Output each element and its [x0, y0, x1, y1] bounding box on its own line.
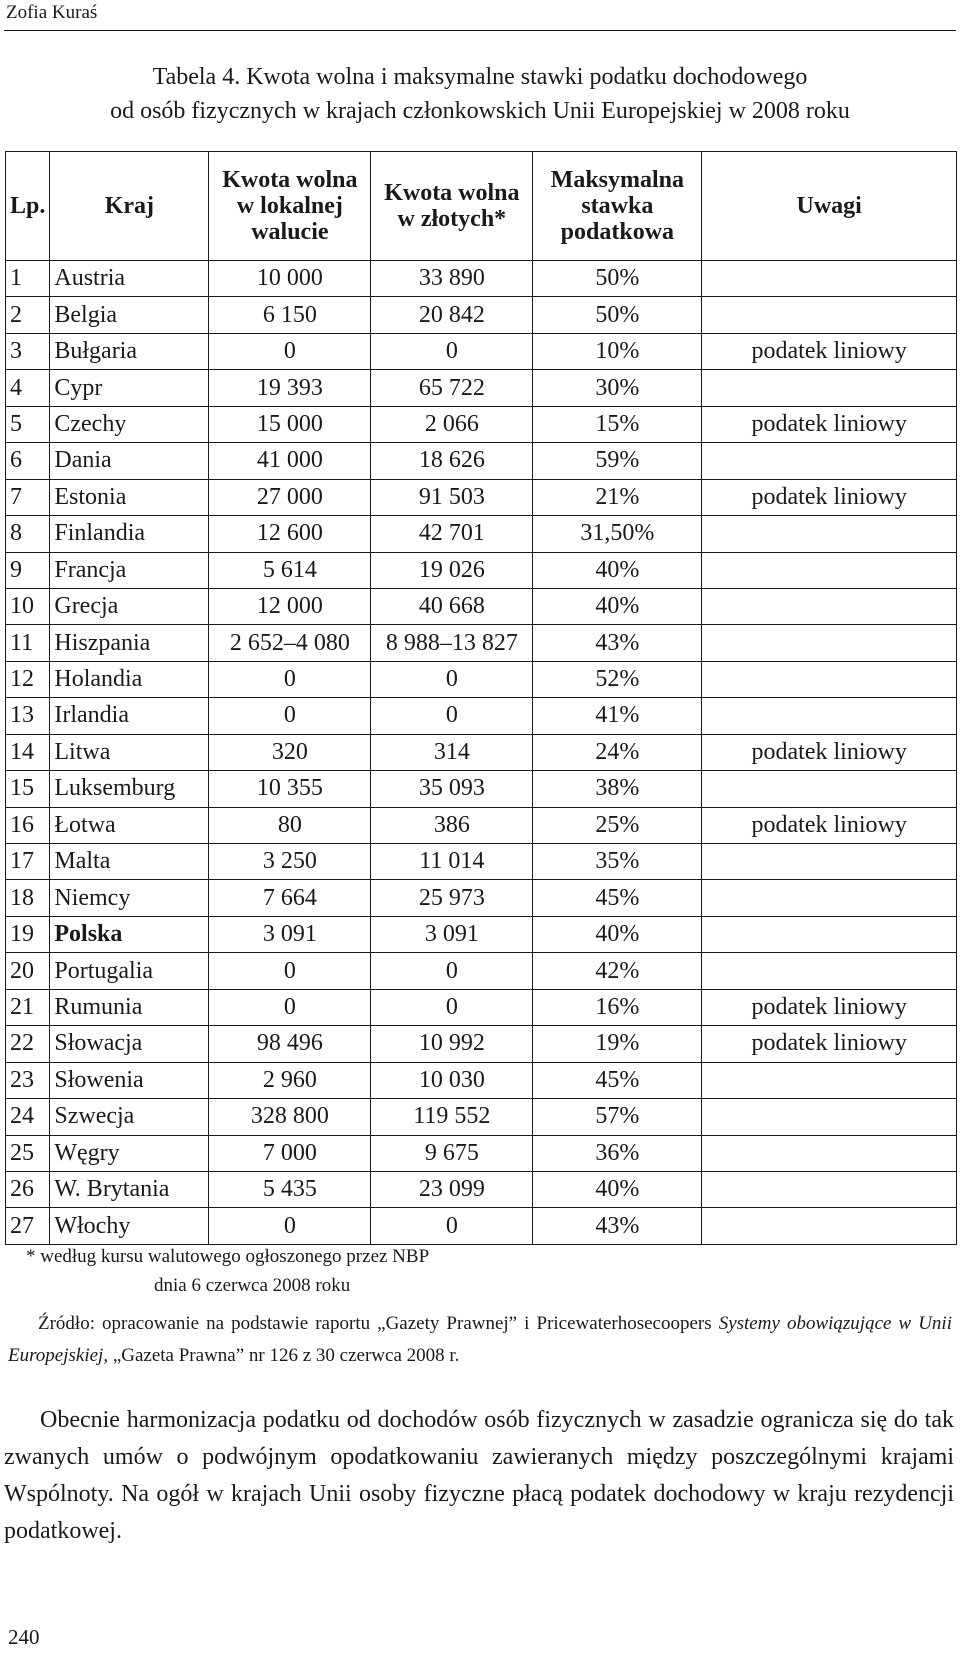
tax-table — [5, 151, 957, 1245]
cell-kraj: Węgry — [50, 1135, 209, 1171]
table-row — [6, 443, 957, 479]
page-number: 240 — [8, 1625, 40, 1649]
cell-rate: 45% — [533, 1062, 702, 1098]
cell-kraj: Estonia — [50, 479, 209, 515]
cell-local: 41 000 — [209, 443, 371, 479]
cell-note: podatek liniowy — [702, 1026, 957, 1062]
cell-local: 3 250 — [209, 844, 371, 880]
cell-rate: 15% — [533, 406, 702, 442]
table-row — [6, 406, 957, 442]
cell-local: 10 000 — [209, 261, 371, 297]
cell-kraj: Szwecja — [50, 1099, 209, 1135]
cell-local: 320 — [209, 734, 371, 770]
cell-lp: 23 — [6, 1062, 50, 1098]
header-local-line-1: Kwota wolna — [222, 167, 358, 193]
cell-note — [702, 370, 957, 406]
table-row — [6, 844, 957, 880]
body-paragraph-text: Obecnie harmonizacja podatku od dochodów osób fizycznych w zasadzie ogranicza się do tak zwanych umów o podwójnym opodatkowaniu zawieranych między poszczególnymi krajami Wspólnoty. Na ogół w krajach Unii osoby fizyczne płacą podatek dochodowy w kraju rezydencji podatkowej. — [4, 1407, 954, 1544]
cell-pln: 25 973 — [371, 880, 533, 916]
cell-kraj: Luksemburg — [50, 771, 209, 807]
table-row — [6, 734, 957, 770]
cell-rate: 36% — [533, 1135, 702, 1171]
cell-kraj: Grecja — [50, 588, 209, 624]
cell-rate: 30% — [533, 370, 702, 406]
footnote-line-1: * według kursu walutowego ogłoszonego przez NBP — [26, 1246, 430, 1267]
cell-lp: 9 — [6, 552, 50, 588]
cell-note — [702, 953, 957, 989]
cell-note: podatek liniowy — [702, 479, 957, 515]
cell-kraj: Rumunia — [50, 989, 209, 1025]
cell-kraj: Francja — [50, 552, 209, 588]
cell-note — [702, 880, 957, 916]
header-local-line-3: walucie — [251, 219, 329, 245]
table-row — [6, 989, 957, 1025]
body-paragraph — [4, 1402, 954, 1550]
cell-rate: 41% — [533, 698, 702, 734]
table-row — [6, 698, 957, 734]
cell-lp: 13 — [6, 698, 50, 734]
tax-table-header — [6, 152, 957, 261]
cell-pln: 2 066 — [371, 406, 533, 442]
table-caption-line-2: od osób fizycznych w krajach członkowskich Unii Europejskiej w 2008 roku — [110, 98, 850, 124]
cell-pln: 0 — [371, 1208, 533, 1244]
cell-lp: 7 — [6, 479, 50, 515]
cell-local: 5 614 — [209, 552, 371, 588]
cell-pln: 0 — [371, 661, 533, 697]
cell-note — [702, 588, 957, 624]
table-row — [6, 370, 957, 406]
cell-kraj: Czechy — [50, 406, 209, 442]
cell-kraj: Cypr — [50, 370, 209, 406]
cell-pln: 20 842 — [371, 297, 533, 333]
cell-pln: 23 099 — [371, 1171, 533, 1207]
cell-kraj: Malta — [50, 844, 209, 880]
table-row — [6, 1062, 957, 1098]
cell-note — [702, 443, 957, 479]
cell-kraj: Bułgaria — [50, 333, 209, 369]
table-caption-line-1: Tabela 4. Kwota wolna i maksymalne stawki podatku dochodowego — [152, 64, 808, 90]
cell-kraj: W. Brytania — [50, 1171, 209, 1207]
cell-kraj: Polska — [50, 916, 209, 952]
cell-note — [702, 261, 957, 297]
cell-local: 0 — [209, 698, 371, 734]
cell-rate: 40% — [533, 1171, 702, 1207]
cell-lp: 8 — [6, 516, 50, 552]
cell-pln: 0 — [371, 953, 533, 989]
cell-lp: 22 — [6, 1026, 50, 1062]
header-max-line-1: Maksymalna — [550, 167, 685, 193]
cell-lp: 3 — [6, 333, 50, 369]
header-uwagi: Uwagi — [702, 152, 957, 261]
cell-rate: 57% — [533, 1099, 702, 1135]
table-row — [6, 953, 957, 989]
cell-pln: 33 890 — [371, 261, 533, 297]
cell-note: podatek liniowy — [702, 406, 957, 442]
source-text-2: „Gazeta Prawna” nr 126 z 30 czerwca 2008 r. — [108, 1345, 460, 1366]
cell-note — [702, 1062, 957, 1098]
header-max-line-2: stawka — [581, 193, 654, 219]
header-pln — [371, 152, 533, 261]
cell-local: 3 091 — [209, 916, 371, 952]
table-row — [6, 479, 957, 515]
table-row — [6, 880, 957, 916]
cell-local: 0 — [209, 953, 371, 989]
table-row — [6, 1208, 957, 1244]
cell-lp: 12 — [6, 661, 50, 697]
cell-note — [702, 916, 957, 952]
source-italic-title: Systemy obowiązujące w Unii Europejskiej, — [8, 1313, 952, 1366]
cell-lp: 25 — [6, 1135, 50, 1171]
cell-pln: 9 675 — [371, 1135, 533, 1171]
table-row — [6, 297, 957, 333]
cell-kraj: Litwa — [50, 734, 209, 770]
table-row — [6, 516, 957, 552]
footnote-line-2: dnia 6 czerwca 2008 roku — [154, 1275, 351, 1296]
cell-kraj: Austria — [50, 261, 209, 297]
cell-local: 7 000 — [209, 1135, 371, 1171]
cell-local: 19 393 — [209, 370, 371, 406]
cell-lp: 15 — [6, 771, 50, 807]
cell-note — [702, 1208, 957, 1244]
table-row — [6, 661, 957, 697]
cell-local: 98 496 — [209, 1026, 371, 1062]
cell-pln: 11 014 — [371, 844, 533, 880]
cell-local: 0 — [209, 1208, 371, 1244]
cell-kraj: Dania — [50, 443, 209, 479]
cell-kraj: Irlandia — [50, 698, 209, 734]
header-row — [6, 152, 957, 261]
cell-rate: 50% — [533, 297, 702, 333]
cell-note — [702, 625, 957, 661]
cell-pln: 386 — [371, 807, 533, 843]
cell-local: 12 000 — [209, 588, 371, 624]
cell-note: podatek liniowy — [702, 734, 957, 770]
table-row — [6, 807, 957, 843]
cell-lp: 26 — [6, 1171, 50, 1207]
cell-note — [702, 1099, 957, 1135]
table-row — [6, 1171, 957, 1207]
cell-lp: 1 — [6, 261, 50, 297]
cell-local: 80 — [209, 807, 371, 843]
cell-lp: 11 — [6, 625, 50, 661]
cell-kraj: Belgia — [50, 297, 209, 333]
tax-table-body — [6, 261, 957, 1245]
cell-pln: 0 — [371, 698, 533, 734]
cell-lp: 19 — [6, 916, 50, 952]
cell-pln: 314 — [371, 734, 533, 770]
cell-rate: 45% — [533, 880, 702, 916]
cell-pln: 8 988–13 827 — [371, 625, 533, 661]
cell-pln: 40 668 — [371, 588, 533, 624]
cell-local: 0 — [209, 333, 371, 369]
cell-rate: 10% — [533, 333, 702, 369]
cell-kraj: Portugalia — [50, 953, 209, 989]
cell-local: 10 355 — [209, 771, 371, 807]
table-row — [6, 261, 957, 297]
table-row — [6, 1135, 957, 1171]
cell-pln: 0 — [371, 333, 533, 369]
table-row — [6, 916, 957, 952]
table-row — [6, 771, 957, 807]
table-row — [6, 588, 957, 624]
cell-pln: 10 992 — [371, 1026, 533, 1062]
cell-rate: 50% — [533, 261, 702, 297]
cell-lp: 24 — [6, 1099, 50, 1135]
cell-kraj: Niemcy — [50, 880, 209, 916]
cell-rate: 38% — [533, 771, 702, 807]
header-rule — [4, 30, 956, 31]
cell-rate: 59% — [533, 443, 702, 479]
cell-lp: 2 — [6, 297, 50, 333]
cell-lp: 20 — [6, 953, 50, 989]
cell-pln: 10 030 — [371, 1062, 533, 1098]
cell-kraj: Hiszpania — [50, 625, 209, 661]
cell-note: podatek liniowy — [702, 807, 957, 843]
cell-rate: 42% — [533, 953, 702, 989]
cell-lp: 17 — [6, 844, 50, 880]
cell-rate: 52% — [533, 661, 702, 697]
running-header-author: Zofia Kuraś — [6, 2, 98, 23]
cell-note — [702, 698, 957, 734]
cell-kraj: Łotwa — [50, 807, 209, 843]
cell-local: 5 435 — [209, 1171, 371, 1207]
cell-lp: 14 — [6, 734, 50, 770]
cell-rate: 40% — [533, 552, 702, 588]
cell-pln: 42 701 — [371, 516, 533, 552]
cell-local: 2 960 — [209, 1062, 371, 1098]
cell-pln: 3 091 — [371, 916, 533, 952]
cell-pln: 0 — [371, 989, 533, 1025]
cell-note: podatek liniowy — [702, 989, 957, 1025]
header-pln-line-1: Kwota wolna — [384, 180, 520, 206]
source-note — [8, 1308, 952, 1372]
cell-rate: 43% — [533, 1208, 702, 1244]
header-local-currency — [209, 152, 371, 261]
header-max-rate — [533, 152, 702, 261]
cell-note — [702, 297, 957, 333]
cell-rate: 21% — [533, 479, 702, 515]
table-row — [6, 552, 957, 588]
cell-local: 2 652–4 080 — [209, 625, 371, 661]
cell-lp: 6 — [6, 443, 50, 479]
cell-rate: 19% — [533, 1026, 702, 1062]
cell-local: 0 — [209, 661, 371, 697]
cell-local: 15 000 — [209, 406, 371, 442]
table-row — [6, 333, 957, 369]
cell-note — [702, 844, 957, 880]
table-row — [6, 625, 957, 661]
cell-local: 27 000 — [209, 479, 371, 515]
cell-local: 328 800 — [209, 1099, 371, 1135]
cell-pln: 19 026 — [371, 552, 533, 588]
header-pln-line-2: w złotych* — [397, 206, 507, 232]
table-caption — [0, 60, 960, 128]
header-max-line-3: podatkowa — [560, 219, 675, 245]
cell-lp: 4 — [6, 370, 50, 406]
cell-kraj: Finlandia — [50, 516, 209, 552]
cell-rate: 25% — [533, 807, 702, 843]
cell-rate: 43% — [533, 625, 702, 661]
cell-rate: 31,50% — [533, 516, 702, 552]
table-row — [6, 1026, 957, 1062]
cell-note — [702, 771, 957, 807]
cell-kraj: Holandia — [50, 661, 209, 697]
cell-kraj: Włochy — [50, 1208, 209, 1244]
cell-lp: 5 — [6, 406, 50, 442]
cell-pln: 65 722 — [371, 370, 533, 406]
cell-note: podatek liniowy — [702, 333, 957, 369]
cell-lp: 10 — [6, 588, 50, 624]
cell-pln: 35 093 — [371, 771, 533, 807]
cell-local: 0 — [209, 989, 371, 1025]
cell-local: 7 664 — [209, 880, 371, 916]
cell-rate: 40% — [533, 916, 702, 952]
cell-lp: 27 — [6, 1208, 50, 1244]
cell-note — [702, 516, 957, 552]
cell-rate: 24% — [533, 734, 702, 770]
cell-pln: 91 503 — [371, 479, 533, 515]
source-text-1: Źródło: opracowanie na podstawie raportu „Gazety Prawnej” i Pricewaterhosecoopers — [38, 1313, 719, 1334]
cell-note — [702, 661, 957, 697]
cell-lp: 21 — [6, 989, 50, 1025]
cell-local: 6 150 — [209, 297, 371, 333]
header-local-line-2: w lokalnej — [236, 193, 343, 219]
cell-kraj: Słowacja — [50, 1026, 209, 1062]
cell-note — [702, 552, 957, 588]
cell-rate: 35% — [533, 844, 702, 880]
cell-local: 12 600 — [209, 516, 371, 552]
table-footnote — [26, 1242, 429, 1300]
header-kraj: Kraj — [50, 152, 209, 261]
cell-rate: 16% — [533, 989, 702, 1025]
cell-note — [702, 1171, 957, 1207]
cell-lp: 16 — [6, 807, 50, 843]
table-row — [6, 1099, 957, 1135]
cell-note — [702, 1135, 957, 1171]
cell-pln: 18 626 — [371, 443, 533, 479]
cell-pln: 119 552 — [371, 1099, 533, 1135]
cell-lp: 18 — [6, 880, 50, 916]
header-lp: Lp. — [6, 152, 50, 261]
cell-kraj: Słowenia — [50, 1062, 209, 1098]
cell-rate: 40% — [533, 588, 702, 624]
